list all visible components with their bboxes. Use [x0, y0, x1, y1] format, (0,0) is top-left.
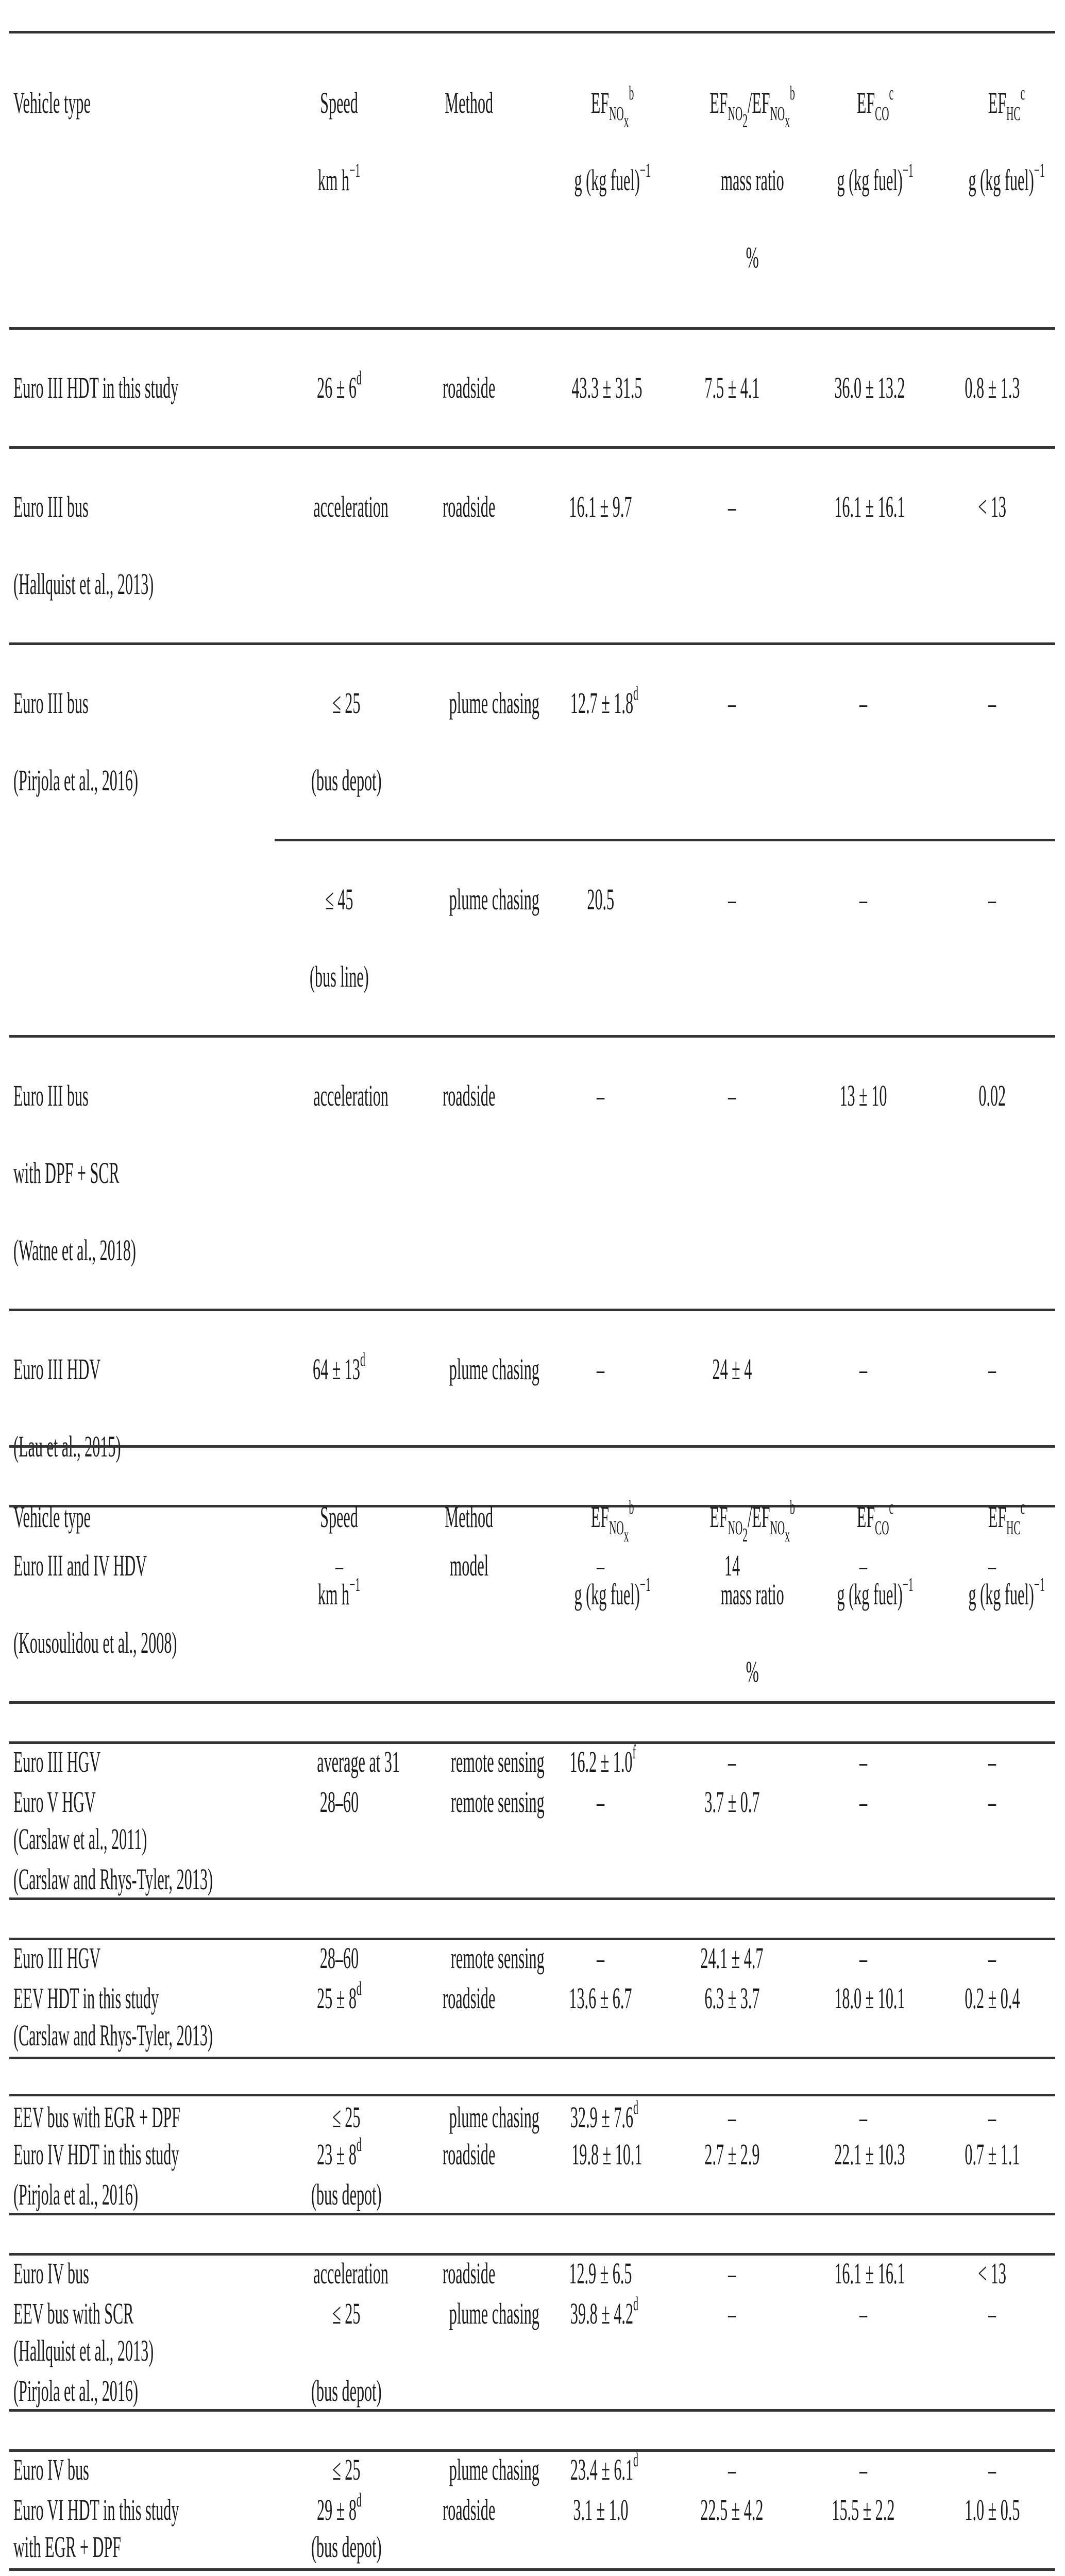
header-no2-nox-ratio: $EF_{NO_2}/EF_{NO_x}^b$ mass ratio % [709, 82, 795, 274]
table-row [9, 2058, 1055, 2255]
method-cell: roadside [443, 1079, 496, 1112]
ef-hc-cell: – [988, 1549, 996, 1582]
vehicle-type-cell [9, 840, 275, 1037]
method-cell: plume chasing [449, 2297, 539, 2330]
speed-cell: ≤ 25 (bus depot) [311, 2453, 382, 2564]
vehicle-type-cell: Euro III HDT in this study [13, 371, 179, 404]
ef-nox-cell: 16.2 ± 1.0$^f$ [569, 1741, 636, 1778]
ef-co-cell: – [859, 686, 868, 720]
ef-hc-cell: – [988, 1745, 996, 1778]
vehicle-type-cell: Euro VI HDT in this study [13, 2493, 179, 2527]
ef-nox-cell: 16.1 ± 9.7 [569, 490, 632, 523]
method-cell: roadside [443, 1981, 496, 2015]
no2-nox-ratio-cell [666, 2570, 798, 2576]
header-ef-co: $EF_{CO}^c$ g (kg fuel)$^{-1}$ [837, 82, 914, 197]
ef-nox-cell: 39.8 ± 4.2$^d$ [570, 2293, 638, 2330]
ef-co-cell [798, 2570, 929, 2576]
study-result-row [9, 1939, 1055, 2058]
speed-cell: $29 \pm 8^d$ [316, 2489, 362, 2527]
ef-nox-cell: 3.1 ± 1.0 [572, 2493, 629, 2527]
ef-hc-cell: 1.0 ± 0.5 [964, 2493, 1020, 2527]
table-row [9, 1037, 1055, 1310]
study-result-row [9, 329, 1055, 448]
no2-nox-ratio-cell: – [728, 2257, 736, 2290]
vehicle-type-cell: Euro IV HDT in this study [13, 2138, 179, 2171]
header-row [9, 1447, 1055, 1743]
ef-hc-cell: < 13 [978, 2257, 1006, 2290]
method-cell: plume chasing [449, 686, 539, 720]
ef-co-cell: – [859, 1352, 868, 1386]
header-no2-nox-ratio: $EF_{NO_2}/EF_{NO_x}^b$ mass ratio % [709, 1497, 795, 1688]
no2-nox-ratio-cell: 22.5 ± 4.2 [700, 2493, 764, 2527]
no2-nox-ratio-cell: – [728, 490, 736, 523]
ef-nox-cell: 19.8 ± 10.1 [571, 2138, 643, 2171]
header-speed: Speed km $h^{-1}$ [317, 1500, 361, 1611]
vehicle-type-cell: Euro IV bus (Hallquist et al., 2013) [13, 2257, 154, 2367]
method-cell: plume chasing [403, 840, 535, 1037]
ef-co-cell: – [859, 2297, 868, 2330]
ef-co-cell: – [859, 1941, 868, 1975]
header-row [9, 32, 1055, 329]
ef-co-cell: – [859, 1549, 868, 1582]
header-speed: Speed km $h^{-1}$ [317, 86, 361, 197]
ef-hc-cell: 0.2 ± 0.4 [964, 1981, 1020, 2015]
speed-cell: acceleration [313, 2257, 388, 2290]
speed-cell: ≤ 25 (bus depot) [311, 686, 382, 797]
header-ef-nox: $EF_{NO_x}^b$ g (kg fuel)$^{-1}$ [574, 82, 651, 197]
method-cell: roadside [443, 490, 496, 523]
ef-co-cell: 16.1 ± 16.1 [834, 490, 905, 523]
speed-cell: $64 \pm 13^d$ [313, 1349, 365, 1386]
table-row [9, 1743, 1055, 1939]
ef-co-cell: 22.1 ± 10.3 [834, 2138, 905, 2171]
ef-hc-cell: < 13 [978, 490, 1006, 523]
study-result-row [9, 2451, 1055, 2570]
header-method: Method [445, 1500, 494, 1534]
method-cell: model [449, 1549, 489, 1582]
speed-cell: $26 \pm 6^d$ [316, 367, 362, 404]
ef-hc-cell: 0.8 ± 1.3 [964, 371, 1020, 404]
no2-nox-ratio-cell: 3.7 ± 0.7 [704, 1785, 760, 1819]
ef-co-cell: – [859, 2100, 868, 2134]
table-row [9, 644, 1055, 840]
no2-nox-ratio-cell: – [728, 2100, 736, 2134]
vehicle-type-cell: EEV HDT in this study [13, 1981, 159, 2015]
vehicle-type-cell: Euro III HDV (Lau et al., 2015) [13, 1352, 121, 1463]
ef-co-cell: 18.0 ± 10.1 [834, 1981, 905, 2015]
vehicle-type-cell: EEV bus with EGR + DPF (Pirjola et al., 2016) [13, 2100, 180, 2211]
vehicle-type-cell [9, 2570, 275, 2576]
ef-co-cell: – [859, 1785, 868, 1819]
speed-cell: 28–60 [319, 1785, 359, 1819]
speed-cell: acceleration [313, 490, 388, 523]
ef-nox-cell: 23.4 ± 6.1$^d$ [570, 2449, 638, 2486]
ef-co-cell: – [859, 1745, 868, 1778]
ef-nox-cell [535, 2570, 666, 2576]
method-cell: remote sensing [450, 1745, 545, 1778]
ef-hc-cell: – [988, 1941, 996, 1975]
ef-nox-cell: 12.7 ± 1.8$^d$ [570, 683, 638, 720]
no2-nox-ratio-cell: – [666, 840, 798, 1037]
no2-nox-ratio-cell: 6.3 ± 3.7 [704, 1981, 760, 2015]
vehicle-type-cell: Euro III bus (Pirjola et al., 2016) [13, 686, 139, 797]
table-row [9, 840, 1055, 1037]
vehicle-type-cell: Euro III HGV (Carslaw et al., 2011) [13, 1745, 147, 1856]
header-vehicle-type: Vehicle type [13, 1500, 91, 1534]
ef-nox-cell: – [596, 1352, 605, 1386]
ef-nox-cell: 43.3 ± 31.5 [571, 371, 643, 404]
vehicle-type-cell: Euro III bus (Hallquist et al., 2013) [13, 490, 154, 601]
speed-cell: 28–60 [319, 1941, 359, 1975]
ef-nox-cell: 32.9 ± 7.6$^d$ [570, 2097, 638, 2134]
ef-hc-cell: – [988, 1352, 996, 1386]
header-ef-hc: $EF_{HC}^c$ g (kg fuel)$^{-1}$ [968, 1497, 1045, 1611]
table-row [9, 448, 1055, 644]
ef-co-cell: 13 ± 10 [839, 1079, 887, 1112]
no2-nox-ratio-cell: 2.7 ± 2.9 [704, 2138, 760, 2171]
ef-hc-cell: – [988, 2297, 996, 2330]
speed-cell: ≤ 25 (bus depot) [311, 2297, 382, 2408]
ef-co-cell: – [859, 2453, 868, 2486]
no2-nox-ratio-cell: – [728, 686, 736, 720]
no2-nox-ratio-cell: – [728, 1079, 736, 1112]
ef-nox-cell: 13.6 ± 6.7 [569, 1981, 632, 2015]
vehicle-type-cell: Euro IV bus with EGR + DPF [13, 2453, 121, 2564]
header-vehicle-type: Vehicle type [13, 86, 91, 120]
table-row [9, 2255, 1055, 2451]
no2-nox-ratio-cell: – [728, 1745, 736, 1778]
speed-cell: $25 \pm 8^d$ [316, 1978, 362, 2015]
speed-cell: $23 \pm 8^d$ [316, 2134, 362, 2171]
vehicle-type-cell: Euro III HGV (Carslaw and Rhys-Tyler, 2013) [13, 1941, 213, 2052]
ef-hc-cell: – [929, 840, 1055, 1037]
header-method: Method [445, 86, 494, 120]
speed-cell: ≤ 45 (bus line) [275, 840, 403, 1037]
ef-hc-cell: – [988, 1785, 996, 1819]
ef-nox-cell: – [596, 1549, 605, 1582]
vehicle-type-cell: Euro III and IV HDV (Kousoulidou et al., 2008) [13, 1549, 177, 1659]
ef-hc-cell: – [988, 2100, 996, 2134]
vehicle-type-cell: Euro V HGV (Carslaw and Rhys-Tyler, 2013) [13, 1785, 213, 1896]
method-cell: roadside [443, 2493, 496, 2527]
speed-cell: ≤ 25 (bus depot) [311, 2100, 382, 2211]
no2-nox-ratio-cell: 24 ± 4 [712, 1352, 752, 1386]
method-cell: remote sensing [450, 1941, 545, 1975]
ef-hc-cell: 0.7 ± 1.1 [964, 2138, 1020, 2171]
method-cell: plume chasing [449, 2100, 539, 2134]
vehicle-type-cell: Euro III bus with DPF + SCR (Watne et al., 2018) [13, 1079, 136, 1267]
speed-cell: – [335, 1549, 343, 1582]
header-ef-co: $EF_{CO}^c$ g (kg fuel)$^{-1}$ [837, 1497, 914, 1611]
ef-co-cell: – [798, 840, 929, 1037]
method-cell [403, 2570, 535, 2576]
header-ef-hc: $EF_{HC}^c$ g (kg fuel)$^{-1}$ [968, 82, 1045, 197]
ef-hc-cell: – [988, 2453, 996, 2486]
no2-nox-ratio-cell: 7.5 ± 4.1 [704, 371, 760, 404]
method-cell: plume chasing [449, 2453, 539, 2486]
method-cell: roadside [443, 371, 496, 404]
ef-co-cell: 16.1 ± 16.1 [834, 2257, 905, 2290]
no2-nox-ratio-cell: 14 [724, 1549, 740, 1582]
speed-cell: average at 31 [317, 1745, 400, 1778]
ef-co-cell: 15.5 ± 2.2 [832, 2493, 895, 2527]
no2-nox-ratio-cell: – [728, 2297, 736, 2330]
no2-nox-ratio-cell: 24.1 ± 4.7 [700, 1941, 764, 1975]
method-cell: roadside [443, 2257, 496, 2290]
speed-cell [275, 2570, 403, 2576]
ef-nox-cell: – [596, 1941, 605, 1975]
header-ef-nox: $EF_{NO_x}^b$ g (kg fuel)$^{-1}$ [574, 1497, 651, 1611]
method-cell: roadside [443, 2138, 496, 2171]
ef-nox-cell: 12.9 ± 6.5 [569, 2257, 632, 2290]
method-cell: remote sensing [450, 1785, 545, 1819]
ef-hc-cell: – [988, 686, 996, 720]
ef-co-cell: 36.0 ± 13.2 [834, 371, 905, 404]
table-row [9, 2570, 1055, 2576]
vehicle-type-cell: EEV bus with SCR (Pirjola et al., 2016) [13, 2297, 139, 2408]
ef-nox-cell: 20.5 [535, 840, 666, 1037]
table-block-2 [9, 1445, 1055, 2576]
no2-nox-ratio-cell: – [728, 2453, 736, 2486]
ef-nox-cell: – [596, 1785, 605, 1819]
method-cell: plume chasing [449, 1352, 539, 1386]
ef-hc-cell [929, 2570, 1055, 2576]
ef-nox-cell: – [596, 1079, 605, 1112]
ef-hc-cell: 0.02 [978, 1079, 1006, 1112]
speed-cell: acceleration [313, 1079, 388, 1112]
